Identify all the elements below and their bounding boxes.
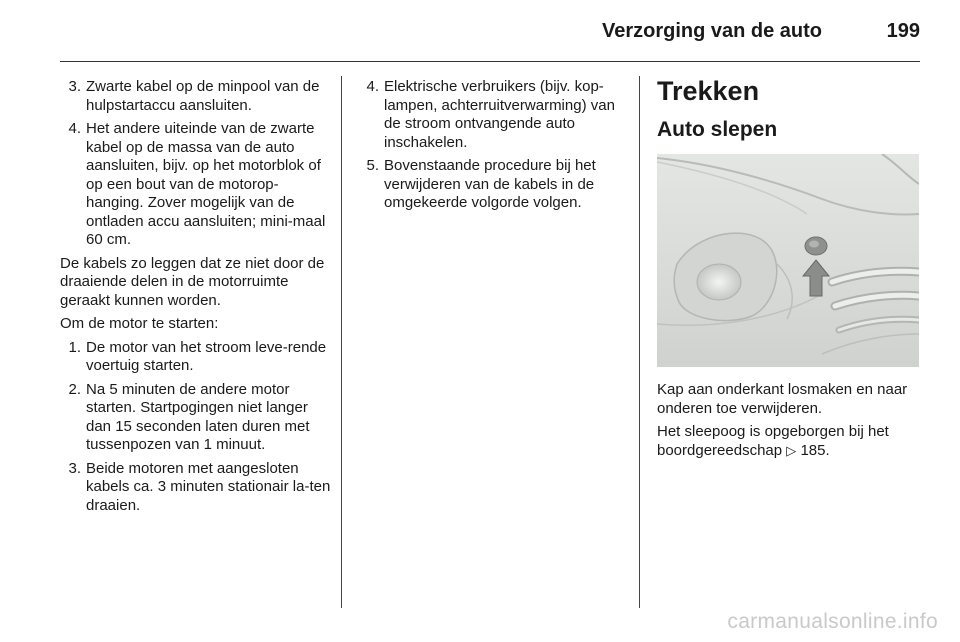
list-item — [358, 157, 624, 213]
list-text: Beide motoren met aangesloten kabels ca. 3 minuten stationair la-ten draaien. — [86, 459, 331, 514]
list-item — [60, 78, 332, 115]
list-item — [60, 339, 332, 376]
list-number: 2. — [68, 380, 81, 398]
reference-page[interactable]: 185. — [800, 441, 830, 459]
bumper-illustration-icon — [657, 154, 919, 367]
heading-auto-slepen: Auto slepen — [657, 118, 778, 141]
list-item — [60, 460, 332, 516]
page-number: 199 — [886, 20, 920, 42]
list-text: Elektrische verbruikers (bijv. kop-lampen, achterruitverwarming) van de stroom ontvangende auto inschakelen. — [384, 78, 615, 151]
heading-trekken: Trekken — [657, 76, 760, 106]
list-text: Zwarte kabel op de minpool van de hulpstartaccu aansluiten. — [86, 78, 320, 114]
list-text: Na 5 minuten de andere motor starten. Startpogingen niet langer dan 15 seconden laten duren met tussenpozen van 1 minuut. — [86, 380, 310, 453]
list-item — [60, 120, 332, 250]
column-divider — [341, 76, 342, 608]
watermark: carmanualsonline.info — [727, 610, 938, 633]
list-text: De motor van het stroom leve-rende voertuig starten. — [86, 338, 327, 374]
page-header — [60, 0, 920, 62]
paragraph: De kabels zo leggen dat ze niet door de draaiende delen in de motorruimte geraakt kunnen worden. — [60, 254, 325, 309]
list-text: Bovenstaande procedure bij het verwijderen van de kabels in de omgekeerde volgorde volgen. — [384, 157, 596, 211]
list-item — [60, 381, 332, 455]
list-text: Het andere uiteinde van de zwarte kabel op de massa van de auto aansluiten, bijv. op het motorblok of op een bout van de motorop-hanging. Zover mogelijk van de ontladen accu aansluiten; mini-maal 60 cm. — [86, 120, 326, 248]
list-number: 1. — [68, 338, 81, 356]
list-number: 5. — [366, 157, 379, 174]
list-item — [358, 78, 624, 152]
column-2 — [358, 78, 624, 218]
list-number: 3. — [68, 78, 81, 95]
reference-text: Het sleepoog is opgeborgen bij het boordgereedschap — [657, 423, 889, 459]
figure-caption: Kap aan onderkant losmaken en naar onderen toe verwijderen. — [657, 381, 908, 417]
list-number: 4. — [366, 78, 379, 95]
column-3 — [657, 78, 925, 465]
paragraph: Om de motor te starten: — [60, 315, 219, 332]
bumper-tow-cover-figure — [657, 154, 919, 367]
list-number: 4. — [68, 120, 81, 137]
column-1 — [60, 78, 332, 520]
list-number: 3. — [68, 459, 81, 477]
page-ref-arrow-icon[interactable]: ▷ — [786, 442, 797, 458]
column-divider — [639, 76, 640, 608]
section-title: Verzorging van de auto — [601, 20, 822, 42]
reference-paragraph — [657, 423, 925, 460]
